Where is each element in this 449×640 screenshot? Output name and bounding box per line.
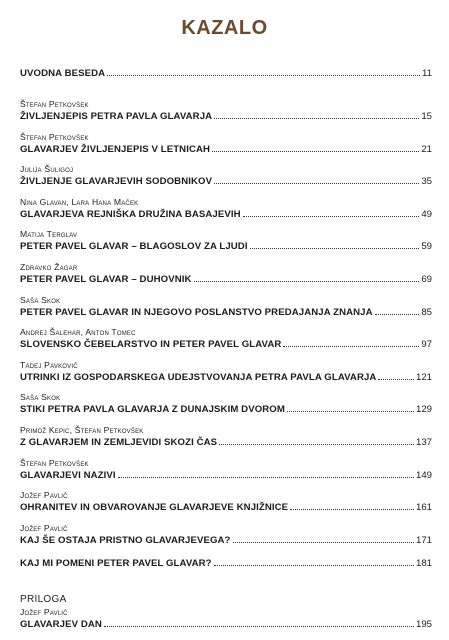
toc-leader-dots [233,542,414,543]
toc-entry[interactable] [20,229,432,262]
toc-entry-title: UTRINKI IZ GOSPODARSKEGA UDEJSTVOVANJA PETRA PAVLA GLAVARJA [20,371,377,383]
toc-entry-page-number: 35 [421,176,432,188]
toc-entry[interactable] [20,425,432,458]
toc-entry-author: Jožef Pavlič [20,607,68,618]
toc-entry-title: GLAVARJEVA REJNIŠKA DRUŽINA BASAJEVIH [20,208,241,220]
toc-entry-line [20,371,432,385]
table-of-contents [20,67,432,640]
toc-entry-title: PETER PAVEL GLAVAR – BLAGOSLOV ZA LJUDI [20,241,248,253]
toc-entry[interactable] [20,490,432,523]
toc-entry-title: Z GLAVARJEM IN ZEMLJEVIDI SKOZI ČAS [20,436,218,448]
toc-entry[interactable] [20,360,432,393]
toc-entry[interactable] [20,262,432,295]
toc-leader-dots [212,151,419,152]
toc-entry-line [20,67,432,81]
toc-entry[interactable] [20,164,432,197]
toc-entry-page-number: 59 [421,241,432,253]
toc-entry-line [20,557,432,571]
toc-leader-dots [214,118,419,119]
toc-entry-page-number: 137 [415,436,432,448]
toc-entry-title: KAJ MI POMENI PETER PAVEL GLAVAR? [20,558,212,570]
toc-entry-title: GLAVARJEVI NAZIVI [20,469,116,481]
toc-entry-author: Saša Skok [20,392,61,403]
toc-entry-page-number: 97 [421,339,432,351]
toc-entry-title: PETER PAVEL GLAVAR – DUHOVNIK [20,273,192,285]
toc-entry-line [20,208,432,222]
toc-entry-title: OHRANITEV IN OBVAROVANJE GLAVARJEVE KNJIŽNICE [20,502,289,514]
toc-leader-dots [118,477,414,478]
toc-leader-dots [104,626,414,627]
toc-entry-page-number: 21 [421,143,432,155]
toc-entry-author: Andrej Šalehar, Anton Tomec [20,327,136,338]
toc-leader-dots [283,346,419,347]
toc-entry-page-number: 171 [415,534,432,546]
toc-entry-page-number: 85 [421,306,432,318]
toc-entry-title: GLAVARJEV DAN [20,619,102,631]
toc-entry-title: SLOVENSKO ČEBELARSTVO IN PETER PAVEL GLAVAR [20,339,282,351]
toc-entry-title: ŽIVLJENJE GLAVARJEVIH SODOBNIKOV [20,176,213,188]
toc-entry[interactable] [20,392,432,425]
toc-leader-dots [243,216,420,217]
appendix-label: PRILOGA [20,594,67,606]
toc-entry-page-number: 161 [415,502,432,514]
toc-entry-line [20,618,432,632]
toc-leader-dots [107,75,420,76]
toc-entry[interactable] [20,67,432,99]
toc-entry-title: GLAVARJEV ŽIVLJENJEPIS V LETNICAH [20,143,211,155]
toc-entry-author: Štefan Petkovšek [20,457,89,468]
toc-entry-line [20,436,432,450]
toc-entry-line [20,240,432,254]
toc-entry-page-number: 181 [415,558,432,570]
toc-entry[interactable] [20,99,432,132]
toc-entry-page-number: 129 [415,404,432,416]
toc-entry[interactable] [20,295,432,328]
toc-entry-page-number: 149 [415,469,432,481]
toc-leader-dots [194,281,420,282]
toc-entry[interactable] [20,197,432,230]
toc-entry-line [20,175,432,189]
toc-entry-page-number: 69 [421,273,432,285]
toc-entry-page-number: 49 [421,208,432,220]
toc-leader-dots [214,565,414,566]
toc-entry-author: Štefan Petkovšek [20,131,89,142]
toc-entry-author: Jožef Pavlič [20,490,68,501]
toc-entry-author: Zdravko Žagar [20,261,78,272]
page-title: KAZALO [181,17,268,39]
toc-entry-title: STIKI PETRA PAVLA GLAVARJA Z DUNAJSKIM DVOROM [20,404,285,416]
toc-entry-title: PETER PAVEL GLAVAR IN NJEGOVO POSLANSTVO PREDAJANJA ZNANJA [20,306,373,318]
toc-entry-line [20,306,432,320]
toc-entry-line [20,403,432,417]
toc-entry-page-number: 15 [421,111,432,122]
toc-entry[interactable] [20,523,432,556]
toc-entry-title: ŽIVLJENJEPIS PETRA PAVLA GLAVARJA [20,111,213,122]
toc-entry-author: Primož Kepic, Štefan Petkovšek [20,424,144,435]
toc-leader-dots [250,248,420,249]
toc-entry-title: KAJ ŠE OSTAJA PRISTNO GLAVARJEVEGA? [20,534,231,546]
toc-entry-page-number: 121 [415,371,432,383]
toc-entry-author: Matija Terglav [20,229,78,240]
toc-entry-line [20,501,432,515]
toc-entry-author: Tadej Pavkovič [20,359,78,370]
toc-entry-line [20,534,432,548]
toc-leader-dots [375,314,420,315]
toc-entry[interactable] [20,607,432,640]
toc-entry[interactable] [20,557,432,589]
toc-entry-line [20,143,432,157]
toc-entry-line [20,469,432,483]
toc-entry-page-number: 195 [415,619,432,631]
toc-entry-page-number: 11 [422,68,432,79]
toc-entry-title: UVODNA BESEDA [20,68,106,79]
toc-leader-dots [290,509,414,510]
toc-entry-line [20,110,432,124]
toc-leader-dots [219,444,414,445]
toc-leader-dots [287,411,414,412]
toc-entry-author: Nina Glavan, Lara Hana Maček [20,196,139,207]
toc-entry-line [20,338,432,352]
toc-entry-line [20,273,432,287]
toc-entry-author: Jožef Pavlič [20,522,68,533]
toc-leader-dots [214,183,419,184]
toc-entry-author: Julija Šuligoj [20,164,74,175]
toc-entry[interactable] [20,458,432,491]
toc-entry[interactable] [20,327,432,360]
toc-leader-dots [378,379,414,380]
toc-entry-author: Štefan Petkovšek [20,99,89,109]
toc-entry[interactable] [20,132,432,165]
toc-entry-author: Saša Skok [20,294,61,305]
